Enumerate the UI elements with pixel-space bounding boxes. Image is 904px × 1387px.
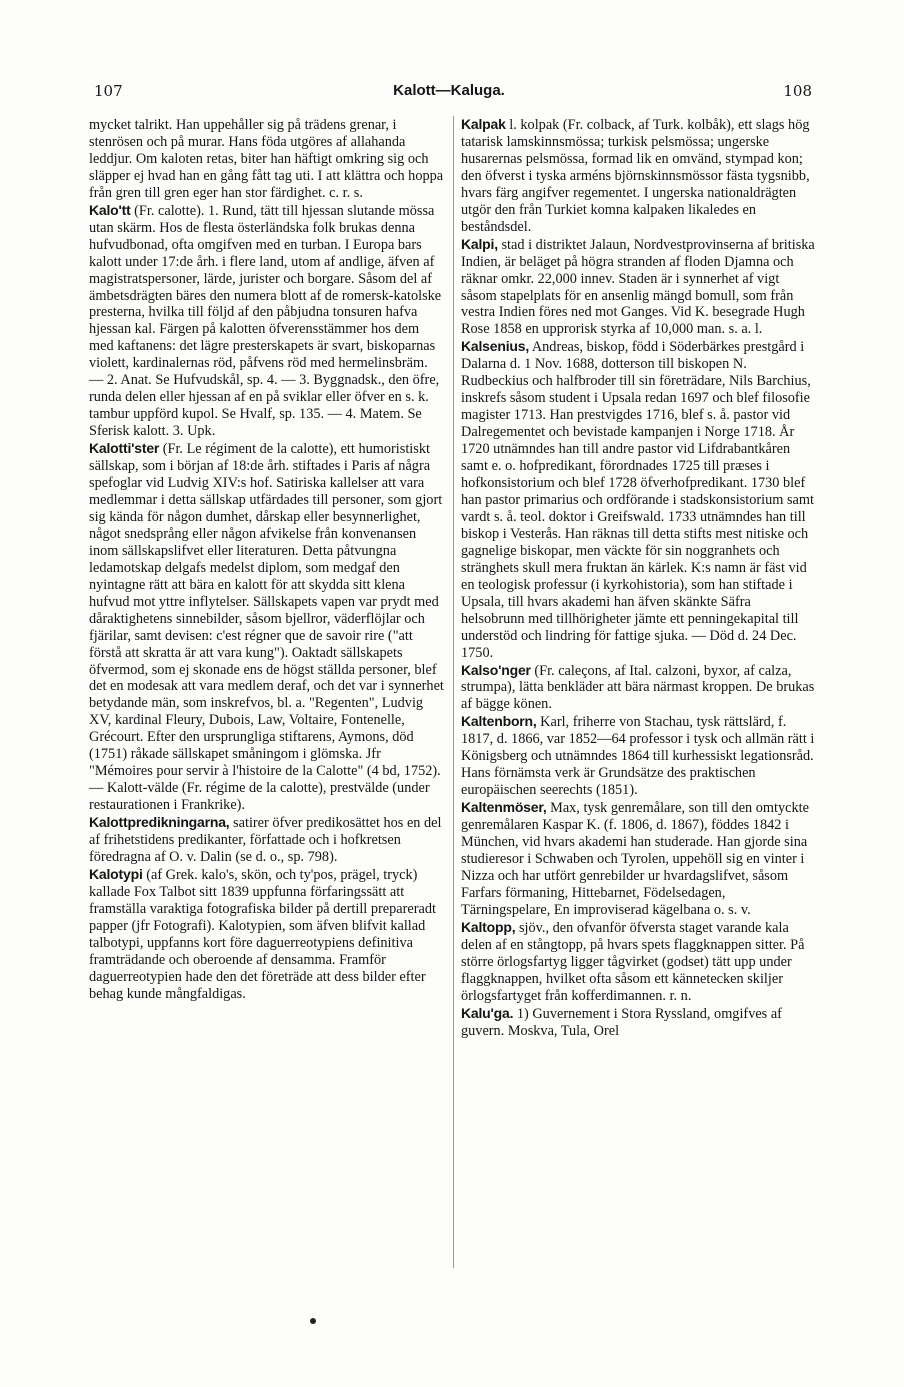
entry-headword: Kalsenius,: [461, 338, 530, 355]
entry-text: Andreas, biskop, född i Söderbärkes prestgård i Dalarna d. 1 Nov. 1688, dotterson till biskopen N. Rudbeckius och halfbroder till sin företrädare, Nils Barchius, inskrefs såsom student i Upsala redan 1697 och blef filosofie magister 1713. Han prestvigdes 1716, blef s. å. pastor vid Dalregementet och bevistade kampanjen i Norge 1718. År 1720 utnämndes han till andre pastor vid Lifdrabantkåren samt e. o. hofpredikant, förordnades 1725 till præses i hofkonsistorium och blef 1728 öfverhofpredikant. 1730 blef han pastor primarius och ordförande i stadskonsistorium samt vardt s. å. teol. doktor i Greifswald. 1733 utnämndes han till biskop i Vesterås. Han räknas till detta stifts mest nitiske och gagnelige biskopar, men väckte för sin noggranhets och stränghets skull mera fruktan än kärlek. K:s namn är fäst vid en teologisk professur (i kyrkohistoria), som han stiftade i Upsala, till hvars akademi han äfven skänkte Säfra helsobrunn med tillhörigheter jämte ett penningekapital till understöd och lindring för fattige sjuka. — Död d. 24 Dec. 1750.: [461, 339, 814, 661]
running-title: Kalott—Kaluga.: [393, 82, 505, 99]
entry-text: satirer öfver predikosättet hos en del af frihetstidens predikanter, författade och i hofkretsen föredragna af O. v. Dalin (se d. o., sp. 798).: [89, 815, 442, 865]
entry-headword: Kalpi,: [461, 235, 498, 252]
entry-text: Karl, friherre von Stachau, tysk rättslärd, f. 1817, d. 1866, var 1852—64 professor i tysk och allmän rätt i Königsberg och utnämndes 1864 till kurhessiskt legationsråd. Hans förnämsta verk är Grundsätze des praktischen europäischen seerechts (1851).: [461, 714, 815, 799]
entry-headword: Kaltenmöser,: [461, 799, 547, 816]
entry-headword: Kalotti'ster: [89, 440, 160, 457]
entry-kaltopp: [461, 919, 817, 1005]
page-number-right: 108: [783, 82, 812, 100]
entry-text: (af Grek. kalo's, skön, och ty'pos, prägel, tryck) kallade Fox Talbot sitt 1839 uppfunna förfaringssätt att framställa varaktiga fotografiska bilder på dertill prepareradt papper (jfr Fotografi). Kalotypien, som äfven blifvit kallad talbotypi, uppfanns kort före daguerreotypiens definitiva framträdande och oberoende af densamma. Framför daguerreotypien hade den det företräde att dess bilder efter behag kunde mångfaldigas.: [89, 866, 436, 1002]
entry-kaluga: [461, 1005, 817, 1040]
entry-kalottister: [89, 440, 445, 814]
right-column: [461, 116, 817, 1039]
entry-headword: Kalotypi: [89, 865, 143, 882]
entry-continuation: [89, 116, 445, 202]
entry-text: mycket talrikt. Han uppehåller sig på trädens grenar, i stenrösen och på murar. Hans föda utgöres af allahanda leddjur. Om kaloten retas, biter han häftigt omkring sig och släpper ej hvad han en gång fått tag uti. I att klättra och hoppa från gren till gren eger han stor färdighet. c. r. s.: [89, 117, 444, 201]
page-header: [86, 82, 812, 104]
entry-headword: Kalso'nger: [461, 661, 531, 678]
page-number-left: 107: [94, 82, 123, 100]
entry-headword: Kalu'ga.: [461, 1004, 514, 1021]
entry-headword: Kaltenborn,: [461, 713, 537, 730]
entry-kalsenius: [461, 338, 817, 661]
footer-dot: [310, 1318, 316, 1324]
entry-headword: Kalpak: [461, 116, 506, 132]
entry-text: sjöv., den ofvanför öfversta staget varande kala delen af en stångtopp, på hvars spets flaggknappen sitter. På större örlogsfartyg ligger tågvirket (godset) tätt upp under flaggknappen, hvilket ofta såsom ett kännetecken skiljer örlogsfartyget från kofferdimannen. r. n.: [461, 919, 805, 1004]
column-divider: [453, 116, 454, 1268]
entry-text: l. kolpak (Fr. colback, af Turk. kolbåk), ett slags hög tatarisk lamskinnsmössa; turkisk pelsmössa; ungerske husarernas pelsmössa, formad lik en omvänd, stympad kon; den öfverst i tyska arméns björnskinnsmössor fästa tygsnibb, hvars färg angifver regementet. I ungerska nationaldrägten utgör den från Turkiet komna kalpaken likaledes en beståndsdel.: [461, 117, 810, 235]
entry-kaltenmoser: [461, 799, 817, 919]
entry-kalsonger: [461, 662, 817, 714]
entry-text: stad i distriktet Jalaun, Nordvestprovinserna af britiska Indien, är beläget på högra stranden af floden Djamna och räknar omkr. 22,000 innev. Staden är i synnerhet af vigt såsom stapelplats för en ansenlig mängd bomull, som från vestra Indien föres ned mot Ganges. Vid K. besegrade Hugh Rose 1858 en upprorisk styrka af 10,000 man. s. a. l.: [461, 236, 815, 338]
entry-kaltenborn: [461, 713, 817, 799]
entry-kalott: [89, 202, 445, 440]
entry-text: (Fr. Le régiment de la calotte), ett humoristiskt sällskap, som i början af 18:de årh. stiftades i Paris af några spefoglar vid Ludvig XIV:s hof. Satiriska kallelser att vara medlemmar i detta sällskap utfärdades till personer, som gjort sig kända för någon dumhet, dårskap eller besynnerlighet, något snedsprång eller någon afvikelse från konvenansen inom sällskapslifvet eller literaturen. Detta påtvungna ledamotskap delgafs medelst diplom, som medgaf den nyintagne rätt att bära en kalott för att skydda sitt klena hufvud mot yttre inflytelser. Sällskapets vapen var prydt med dåraktighetens sinnebilder, såsom bjellror, väderflöjlar och fjärilar, samt devisen: c'est régner que de savoir rire ("att förstå att skratta är att vara kung"). Oaktadt sällskapets öfvermod, som ej skonade ens de högst ställda personer, blef det en modesak att vara medlem deraf, och det var i synnerhet betydande män, som inskrefvos, bl. a. "Regenten", Ludvig XV, kardinal Fleury, Dubois, Law, Voltaire, Fontenelle, Grécourt. Efter den ursprungliga stiftarens, Aymons, död (1751) råkade sällskapet småningom i glömska. Jfr "Mémoires pour servir à l'histoire de la Calotte" (4 bd, 1752). — Kalott-välde (Fr. régime de la calotte), prestvälde (under restaurationen i Frankrike).: [89, 441, 444, 814]
entry-text: (Fr. caleçons, af Ital. calzoni, byxor, af calza, strumpa), lätta benkläder att bära närmast kroppen. De brukas af bägge könen.: [461, 662, 815, 713]
entry-headword: Kalottpredikningarna,: [89, 814, 230, 831]
entry-text: Max, tysk genremålare, son till den omtyckte genremålaren Kaspar K. (f. 1806, d. 1867), föddes 1842 i München, vid hvars akademi han studerade. Han gjorde sina studieresor i Schwaben och Tyrolen, uppehöll sig en vinter i Nizza och har utfört genrebilder ur hvardagslifvet, såsom Farfars förmaning, Hittebarnet, Födelsedagen, Tärningspelare, En improviserad kägelbana o. s. v.: [461, 800, 809, 918]
entry-text: (Fr. calotte). 1. Rund, tätt till hjessan slutande mössa utan skärm. Hos de flesta österländska folk brukas denna hufvudbonad, ofta omgifven med en turban. I Europa bars kalott under 17:de årh. i flere land, utom af andlige, äfven af magistratspersoner, lärde, jurister och borgare. Såsom del af ämbetsdrägten bäres den numera blott af de romersk-katolske presterna, hvilka till följd af den påbjudna tonsuren hafva hjessan kal. Färgen på kalotten öfverensstämmer hos dem med kaftanens: det lägre presterskapets är svart, biskoparnas violett, kardinalernas röd, påfvens röd med hermelinsbräm. — 2. Anat. Se Hufvudskål, sp. 4. — 3. Byggnadsk., den öfre, runda delen eller hjessan af en på sviklar eller öfver en s. k. tambur uppförd kupol. Se Hvalf, sp. 135. — 4. Matem. Se Sferisk kalott. 3. Upk.: [89, 202, 442, 440]
entry-kalottpredikningarna: [89, 814, 445, 866]
entry-kalotypi: [89, 866, 445, 1003]
entry-text: 1) Guvernement i Stora Ryssland, omgifves af guvern. Moskva, Tula, Orel: [461, 1005, 782, 1039]
entry-headword: Kaltopp,: [461, 918, 516, 935]
entry-kalpi: [461, 236, 817, 339]
entry-kalpak: [461, 116, 817, 236]
entry-headword: Kalo'tt: [89, 201, 131, 218]
left-column: [89, 116, 445, 1003]
